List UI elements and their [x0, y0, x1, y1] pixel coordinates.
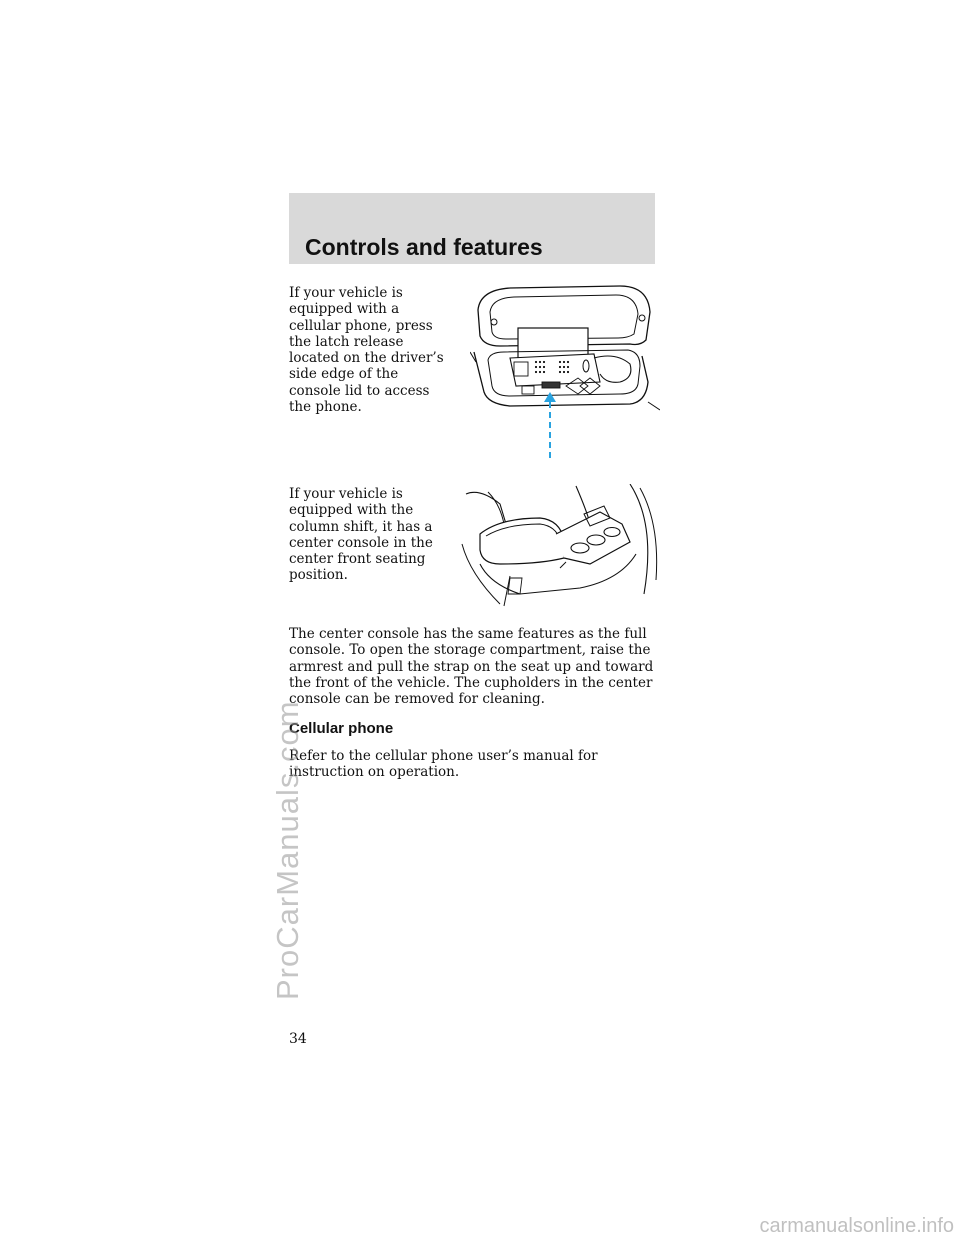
section-header-band — [289, 193, 655, 264]
paragraph-cellular-manual: Refer to the cellular phone user’s manual for instruction on operation. — [289, 748, 598, 781]
paragraph-cellular-latch: If your vehicle is equipped with a cellular phone, press the latch release located on the driver’s side edge of the console lid to access the phone. — [289, 285, 444, 416]
page-number: 34 — [289, 1031, 307, 1047]
console-lid-phone-illustration — [470, 282, 660, 462]
watermark-bottom: carmanualsonline.info — [759, 1215, 954, 1237]
paragraph-console-features: The center console has the same features as the full console. To open the storage compartment, raise the armrest and pull the strap on the seat up and toward the front of the vehicle. The cupholders in the center console can be removed for cleaning. — [289, 626, 654, 708]
center-console-illustration — [460, 484, 660, 608]
paragraph-center-console: If your vehicle is equipped with the column shift, it has a center console in the center front seating position. — [289, 486, 433, 584]
watermark-side: ProCarManuals.com — [270, 700, 305, 1000]
subheading-cellular-phone: Cellular phone — [289, 720, 394, 737]
section-title: Controls and features — [305, 234, 543, 260]
